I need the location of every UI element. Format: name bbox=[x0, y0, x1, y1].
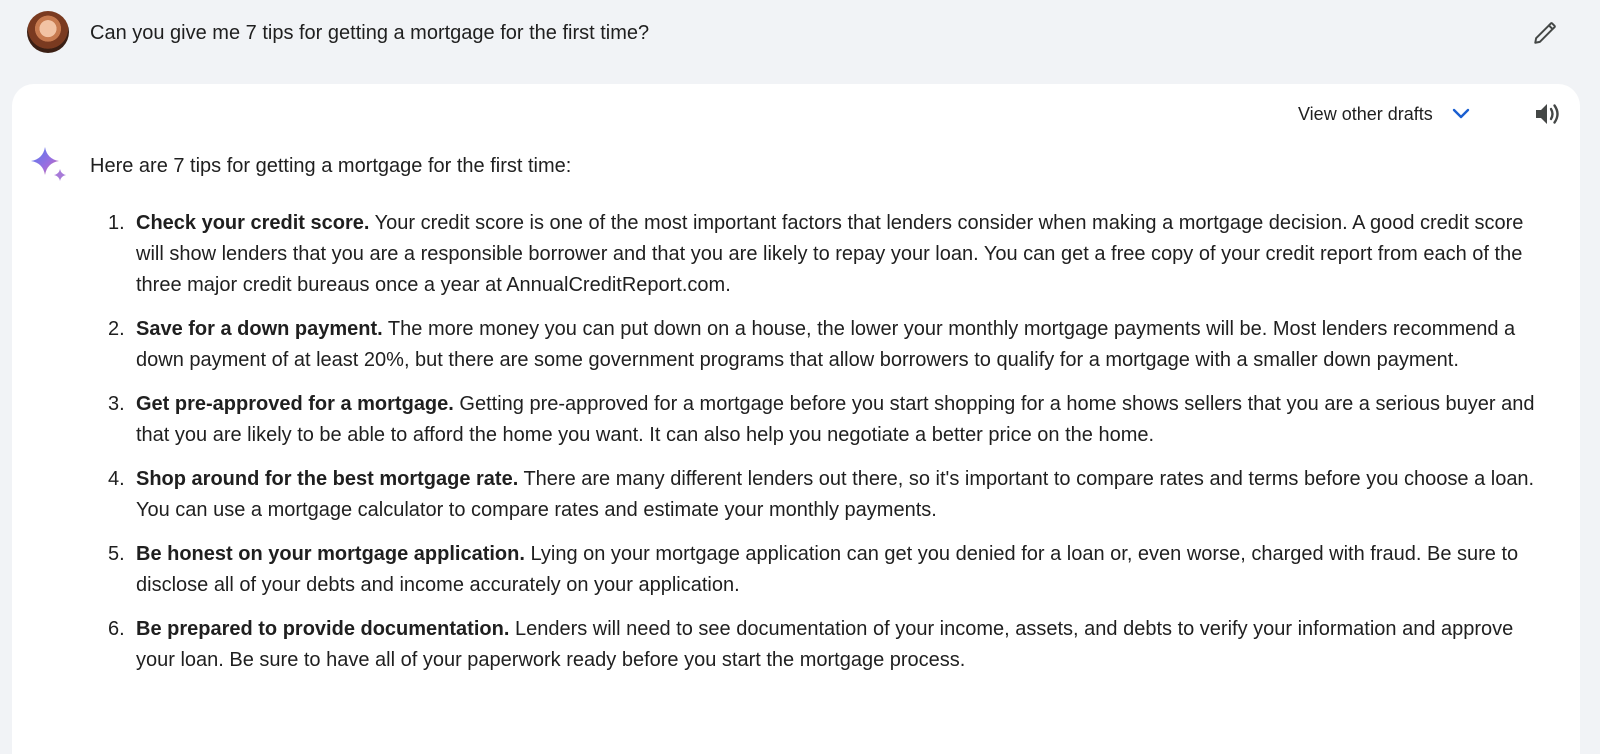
tip-text: Lenders will need to see documentation of your income, assets, and debts to verify your information and approve your loan. Be sure to have all of your paperwork ready before you start the mortgage process. bbox=[136, 618, 1514, 671]
user-prompt-row bbox=[0, 0, 1600, 84]
tip-title: Be prepared to provide documentation. bbox=[136, 618, 510, 640]
tip-body bbox=[136, 539, 1548, 601]
list-item bbox=[108, 614, 1548, 676]
list-item bbox=[108, 314, 1548, 376]
tip-text: Getting pre-approved for a mortgage before you start shopping for a home shows sellers that you are a serious buyer and that you are likely to be able to afford the home you want. It can also help you negotiate a better price on the home. bbox=[136, 393, 1535, 446]
tip-body bbox=[136, 314, 1548, 376]
user-avatar[interactable] bbox=[27, 11, 69, 53]
tip-body bbox=[136, 208, 1548, 301]
list-item bbox=[108, 464, 1548, 526]
user-prompt-text: Can you give me 7 tips for getting a mortgage for the first time? bbox=[90, 22, 650, 44]
view-other-drafts-label: View other drafts bbox=[1298, 103, 1433, 124]
edit-prompt-button[interactable] bbox=[1530, 18, 1560, 48]
tip-number: 3. bbox=[108, 393, 125, 415]
response-intro: Here are 7 tips for getting a mortgage for the first time: bbox=[90, 155, 572, 177]
scroll-fade bbox=[12, 714, 1580, 754]
tip-number: 1. bbox=[108, 212, 125, 234]
tip-number: 6. bbox=[108, 618, 125, 640]
list-item bbox=[108, 539, 1548, 601]
tips-list bbox=[108, 208, 1548, 689]
tip-text: Lying on your mortgage application can get you denied for a loan or, even worse, charged with fraud. Be sure to disclose all of your debts and income accurately on your application. bbox=[136, 543, 1519, 596]
speaker-icon bbox=[1534, 101, 1562, 127]
view-other-drafts-button[interactable] bbox=[1298, 100, 1471, 128]
tip-number: 5. bbox=[108, 543, 125, 565]
tip-title: Get pre-approved for a mortgage. bbox=[136, 393, 454, 415]
tip-title: Shop around for the best mortgage rate. bbox=[136, 468, 519, 490]
tip-title: Be honest on your mortgage application. bbox=[136, 543, 525, 565]
tip-body bbox=[136, 389, 1548, 451]
tip-text: There are many different lenders out there, so it's important to compare rates and terms before you choose a loan. You can use a mortgage calculator to compare rates and estimate your monthly payments. bbox=[136, 468, 1535, 521]
tip-number: 4. bbox=[108, 468, 125, 490]
gemini-sparkle-icon bbox=[30, 146, 72, 188]
response-card bbox=[12, 84, 1580, 754]
tip-body bbox=[136, 464, 1548, 526]
tip-text: The more money you can put down on a house, the lower your monthly mortgage payments will be. Most lenders recommend a down payment of at least 20%, but there are some government programs that allow borrowers to qualify for a mortgage with a smaller down payment. bbox=[136, 318, 1516, 371]
chevron-down-icon bbox=[1451, 107, 1471, 121]
list-item bbox=[108, 389, 1548, 451]
tip-number: 2. bbox=[108, 318, 125, 340]
list-item bbox=[108, 208, 1548, 301]
read-aloud-button[interactable] bbox=[1532, 98, 1564, 130]
tip-title: Check your credit score. bbox=[136, 212, 370, 234]
tip-text: Your credit score is one of the most important factors that lenders consider when making a mortgage decision. A good credit score will show lenders that you are a responsible borrower and that you are likely to repay your loan. You can get a free copy of your credit report from each of the three major credit bureaus once a year at AnnualCreditReport.com. bbox=[136, 212, 1524, 296]
tip-body bbox=[136, 614, 1548, 676]
tip-title: Save for a down payment. bbox=[136, 318, 383, 340]
pencil-icon bbox=[1532, 20, 1558, 46]
